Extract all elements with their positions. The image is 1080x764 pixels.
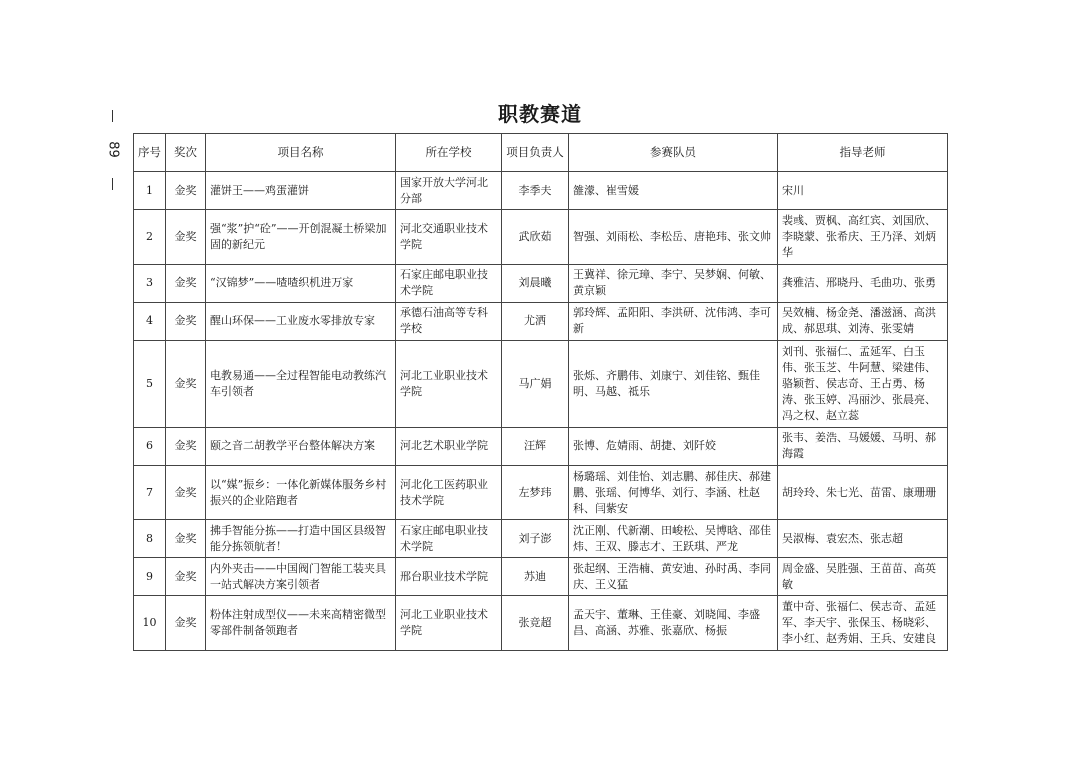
- table-row: [134, 302, 948, 340]
- row-project: 内外夹击——中国阀门智能工装夹具一站式解决方案引领者: [206, 558, 396, 596]
- row-teachers: 周金盛、吴胜强、王苗苗、高英敏: [778, 558, 948, 596]
- row-school: 河北工业职业技术学院: [396, 340, 502, 427]
- row-no: 1: [134, 172, 166, 210]
- row-members: 杨璐瑶、刘佳怡、刘志鹏、郝佳庆、郝建鹏、张瑶、何博华、刘行、李涵、杜赵科、闫紫安: [569, 465, 778, 519]
- page-title: 职教赛道: [498, 102, 582, 126]
- row-school: 国家开放大学河北分部: [396, 172, 502, 210]
- header-school: 所在学校: [396, 134, 502, 172]
- table-row: [134, 172, 948, 210]
- row-leader: 刘晨曦: [502, 264, 569, 302]
- margin-rule-top: [112, 110, 113, 122]
- row-project: 电教易通——全过程智能电动教练汽车引领者: [206, 340, 396, 427]
- row-no: 9: [134, 558, 166, 596]
- row-award: 金奖: [166, 302, 206, 340]
- row-no: 7: [134, 465, 166, 519]
- row-teachers: 吴淑梅、袁宏杰、张志超: [778, 520, 948, 558]
- row-project: 粉体注射成型仪——未来高精密微型零部件制备领跑者: [206, 596, 396, 651]
- table-row: [134, 340, 948, 427]
- table-row: [134, 520, 948, 558]
- row-school: 河北艺术职业学院: [396, 427, 502, 465]
- row-school: 石家庄邮电职业技术学院: [396, 520, 502, 558]
- row-leader: 左梦玮: [502, 465, 569, 519]
- table-body: [134, 172, 948, 651]
- row-project: 拂手智能分拣——打造中国区县级智能分拣领航者！: [206, 520, 396, 558]
- table-row: [134, 465, 948, 519]
- row-project: “汉锦梦”——喳喳织机进万家: [206, 264, 396, 302]
- row-award: 金奖: [166, 558, 206, 596]
- row-teachers: 宋川: [778, 172, 948, 210]
- row-project: 以“媒”振乡：一体化新媒体服务乡村振兴的企业陪跑者: [206, 465, 396, 519]
- row-leader: 汪辉: [502, 427, 569, 465]
- awards-table: [133, 133, 948, 651]
- row-award: 金奖: [166, 520, 206, 558]
- row-no: 8: [134, 520, 166, 558]
- header-members: 参赛队员: [569, 134, 778, 172]
- table-row: [134, 596, 948, 651]
- row-award: 金奖: [166, 340, 206, 427]
- header-leader: 项目负责人: [502, 134, 569, 172]
- row-members: 郭玲辉、孟阳阳、李洪研、沈伟鸿、李可新: [569, 302, 778, 340]
- row-members: 孟天宇、董琳、王佳豪、刘晓闻、李盛昌、高涵、苏雅、张嘉欣、杨振: [569, 596, 778, 651]
- row-school: 承德石油高等专科学校: [396, 302, 502, 340]
- row-no: 4: [134, 302, 166, 340]
- margin-rule-bottom: [112, 178, 113, 190]
- row-award: 金奖: [166, 427, 206, 465]
- header-project: 项目名称: [206, 134, 396, 172]
- row-award: 金奖: [166, 596, 206, 651]
- row-teachers: 董中奇、张福仁、侯志奇、孟延军、李天宇、张保玉、杨晓彩、李小红、赵秀娟、王兵、安建良: [778, 596, 948, 651]
- row-school: 河北交通职业技术学院: [396, 210, 502, 264]
- row-leader: 李季夫: [502, 172, 569, 210]
- row-project: 颐之音二胡教学平台整体解决方案: [206, 427, 396, 465]
- row-members: 雒濛、崔雪媛: [569, 172, 778, 210]
- page-number: 89: [105, 141, 121, 158]
- row-award: 金奖: [166, 264, 206, 302]
- row-teachers: 吴效楠、杨金尧、潘滋涵、高洪成、郝思琪、刘涛、张雯婧: [778, 302, 948, 340]
- row-leader: 张竞超: [502, 596, 569, 651]
- row-members: 王冀祥、徐元璋、李宁、吴梦娴、何敏、黄京颖: [569, 264, 778, 302]
- header-award: 奖次: [166, 134, 206, 172]
- row-award: 金奖: [166, 172, 206, 210]
- row-school: 河北化工医药职业技术学院: [396, 465, 502, 519]
- row-no: 2: [134, 210, 166, 264]
- row-no: 6: [134, 427, 166, 465]
- table-row: [134, 210, 948, 264]
- row-school: 河北工业职业技术学院: [396, 596, 502, 651]
- row-members: 沈正刚、代新潮、田峻松、吴博晗、邵佳炜、王双、滕志才、王跃琪、严龙: [569, 520, 778, 558]
- row-members: 智强、刘雨松、李松岳、唐艳玮、张文帅: [569, 210, 778, 264]
- row-award: 金奖: [166, 465, 206, 519]
- table-row: [134, 558, 948, 596]
- header-no: 序号: [134, 134, 166, 172]
- row-school: 石家庄邮电职业技术学院: [396, 264, 502, 302]
- table-row: [134, 264, 948, 302]
- page-number-margin: [103, 110, 123, 190]
- row-no: 3: [134, 264, 166, 302]
- row-members: 张烁、齐鹏伟、刘康宁、刘佳铭、甄佳明、马越、祗乐: [569, 340, 778, 427]
- row-teachers: 张韦、姜浩、马媛媛、马明、郝海霞: [778, 427, 948, 465]
- row-members: 张博、危婧雨、胡捷、刘阡姣: [569, 427, 778, 465]
- row-leader: 武欣茹: [502, 210, 569, 264]
- row-project: 灌饼王——鸡蛋灌饼: [206, 172, 396, 210]
- row-teachers: 裴彧、贾枫、高红宾、刘国欣、李晓蒙、张希庆、王乃泽、刘炳华: [778, 210, 948, 264]
- row-project: 强“浆”护“砼”——开创混凝土桥梁加固的新纪元: [206, 210, 396, 264]
- row-leader: 苏迪: [502, 558, 569, 596]
- row-teachers: 胡玲玲、朱七光、苗雷、康珊珊: [778, 465, 948, 519]
- row-teachers: 刘刊、张福仁、孟延军、白玉伟、张玉芝、牛阿慧、梁建伟、骆颖哲、侯志奇、王占勇、杨涛、张玉婷、冯丽沙、张晨亮、冯之权、赵立蕊: [778, 340, 948, 427]
- row-no: 10: [134, 596, 166, 651]
- row-leader: 刘子澎: [502, 520, 569, 558]
- row-leader: 尤洒: [502, 302, 569, 340]
- row-no: 5: [134, 340, 166, 427]
- table-header-row: [134, 134, 948, 172]
- header-teachers: 指导老师: [778, 134, 948, 172]
- row-members: 张起纲、王浩楠、黄安迪、孙时禹、李同庆、王义猛: [569, 558, 778, 596]
- row-school: 邢台职业技术学院: [396, 558, 502, 596]
- table-row: [134, 427, 948, 465]
- row-teachers: 龚雅洁、邢晓丹、毛曲功、张勇: [778, 264, 948, 302]
- row-award: 金奖: [166, 210, 206, 264]
- row-leader: 马广娟: [502, 340, 569, 427]
- row-project: 醒山环保——工业废水零排放专家: [206, 302, 396, 340]
